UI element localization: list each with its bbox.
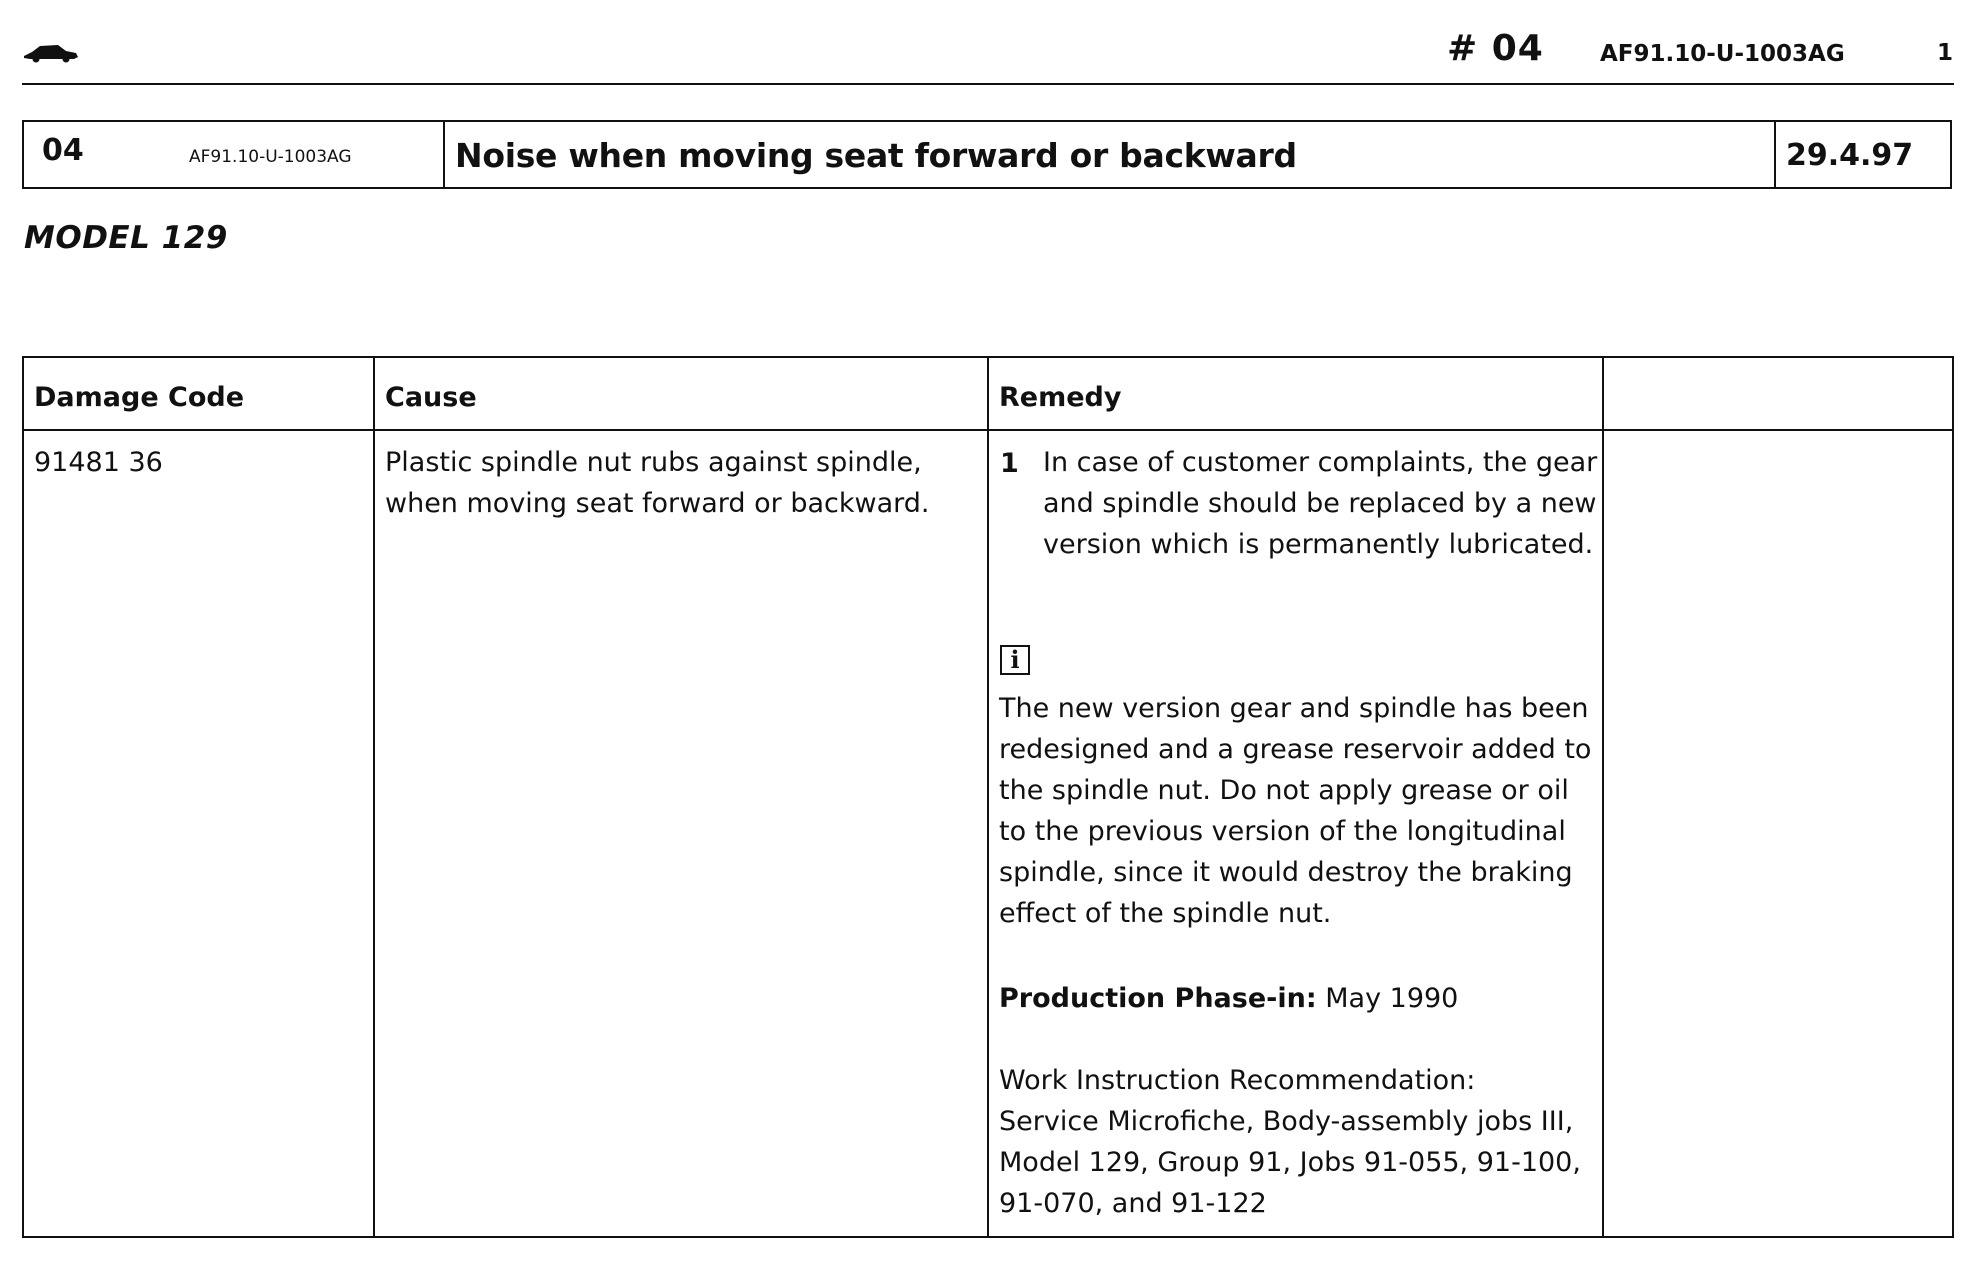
production-phase-in [999, 978, 1599, 1019]
header-remedy: Remedy [999, 382, 1122, 413]
header-divider [22, 83, 1954, 85]
bulletin-reference: AF91.10-U-1003AG [189, 147, 352, 167]
title-bar [22, 120, 1952, 189]
remedy-step-text: In case of customer complaints, the gear and spindle should be replaced by a new version which is permanently lubricated. [1043, 447, 1598, 560]
bulletin-title: Noise when moving seat forward or backward [455, 136, 1297, 175]
cause-text: Plastic spindle nut rubs against spindle, when moving seat forward or backward. [385, 447, 930, 519]
title-code-cell [24, 122, 445, 187]
damage-table [22, 356, 1954, 1238]
title-text-cell [445, 122, 1776, 187]
work-instruction-label: Work Instruction Recommendation: [999, 1065, 1476, 1096]
model-heading: MODEL 129 [24, 220, 228, 256]
header-reference: AF91.10-U-1003AG [1600, 41, 1845, 67]
title-date-cell [1776, 122, 1950, 187]
header-row-divider [24, 429, 1952, 431]
bulletin-code: 04 [42, 133, 84, 168]
damage-code-value: 91481 36 [34, 447, 163, 478]
car-icon [22, 40, 80, 66]
info-icon: i [1000, 645, 1030, 675]
phase-in-value: May 1990 [1325, 983, 1459, 1014]
header-damage-code: Damage Code [34, 382, 245, 413]
header-cause: Cause [385, 382, 477, 413]
page-number: 1 [1937, 40, 1954, 66]
remedy-step-number: 1 [1000, 448, 1019, 479]
phase-in-label: Production Phase-in: [999, 983, 1317, 1014]
bulletin-date: 29.4.97 [1786, 138, 1914, 173]
work-instruction-text: Service Microfiche, Body-assembly jobs III, Model 129, Group 91, Jobs 91-055, 91-100, 91-070, and 91-122 [999, 1106, 1581, 1219]
remedy-note: The new version gear and spindle has been redesigned and a grease reservoir added to the spindle nut. Do not apply grease or oil to the previous version of the longitudinal spindle, since it would destroy the braking effect of the spindle nut. [999, 693, 1592, 929]
bulletin-number: # 04 [1447, 28, 1544, 69]
column-divider [987, 358, 989, 1236]
column-divider [373, 358, 375, 1236]
column-divider [1602, 358, 1604, 1236]
